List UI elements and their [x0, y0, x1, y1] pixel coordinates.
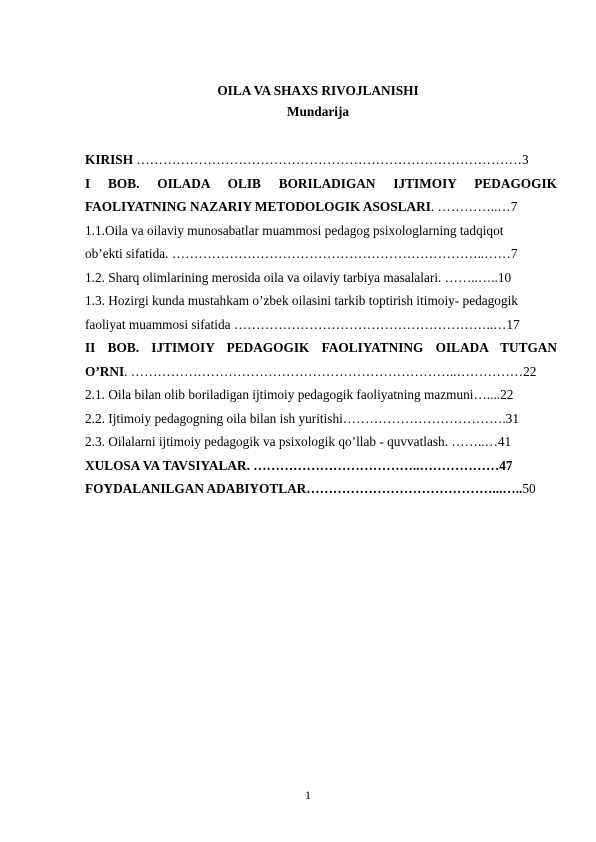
toc-line-leader: ……………………………………………………………………………3 — [133, 152, 529, 167]
toc-line-leader: . …………..…7 — [430, 199, 518, 214]
toc-line: 2.3. Oilalarni ijtimoiy pedagogik va psixologik qo’llab - quvvatlash. ……..…41 — [85, 434, 512, 449]
toc-line: I BOB. OILADA OLIB BORILADIGAN IJTIMOIY PEDAGOGIK — [85, 175, 557, 191]
document-title: OILA VA SHAXS RIVOJLANISHI — [217, 83, 419, 98]
toc-line — [85, 477, 557, 501]
toc-line: faoliyat muammosi sifatida …………………………………………………..…17 — [85, 316, 520, 332]
page-number: 1 — [305, 788, 311, 802]
table-of-contents — [85, 148, 557, 501]
toc-line-leader: 50 — [522, 481, 536, 496]
toc-line-heading: O’RNI — [85, 363, 125, 379]
toc-line — [85, 360, 557, 384]
document-subtitle: Mundarija — [286, 104, 350, 119]
toc-line: 1.3. Hozirgi kunda mustahkam o’zbek oilasini tarkib toptirish itimoiy- pedagogik — [85, 293, 518, 308]
toc-line: 1.2. Sharq olimlarining merosida oila va oilaviy tarbiya masalalari. ……..…..10 — [85, 269, 512, 285]
toc-line: 1.1.Oila va oilaviy munosabatlar muammosi pedagog psixologlarning tadqiqot — [85, 222, 504, 238]
toc-line-leader: . ………………………………………………………………..……………22 — [124, 363, 537, 379]
toc-line: ob’ekti sifatida. ……………………………………………………………..……7 — [85, 246, 518, 261]
toc-line: II BOB. IJTIMOIY PEDAGOGIK FAOLIYATNING OILADA TUTGAN — [85, 340, 557, 355]
toc-line: XULOSA VA TAVSIYALAR. ………………………………..………………47 — [85, 457, 513, 473]
toc-line: 2.2. Ijtimoiy pedagogning oila bilan ish yuritishi……………………………….31 — [85, 410, 519, 426]
toc-line-heading: KIRISH — [85, 152, 134, 167]
toc-line — [85, 148, 557, 172]
toc-line-heading: FAOLIYATNING NAZARIY METODOLOGIK ASOSLARI — [85, 199, 431, 214]
toc-line — [85, 195, 557, 219]
toc-line: 2.1. Oila bilan olib boriladigan ijtimoiy pedagogik faoliyatning mazmuni…....22 — [85, 387, 514, 402]
toc-line-heading: FOYDALANILGAN ADABIYOTLAR……………………………………...….. — [85, 481, 523, 496]
